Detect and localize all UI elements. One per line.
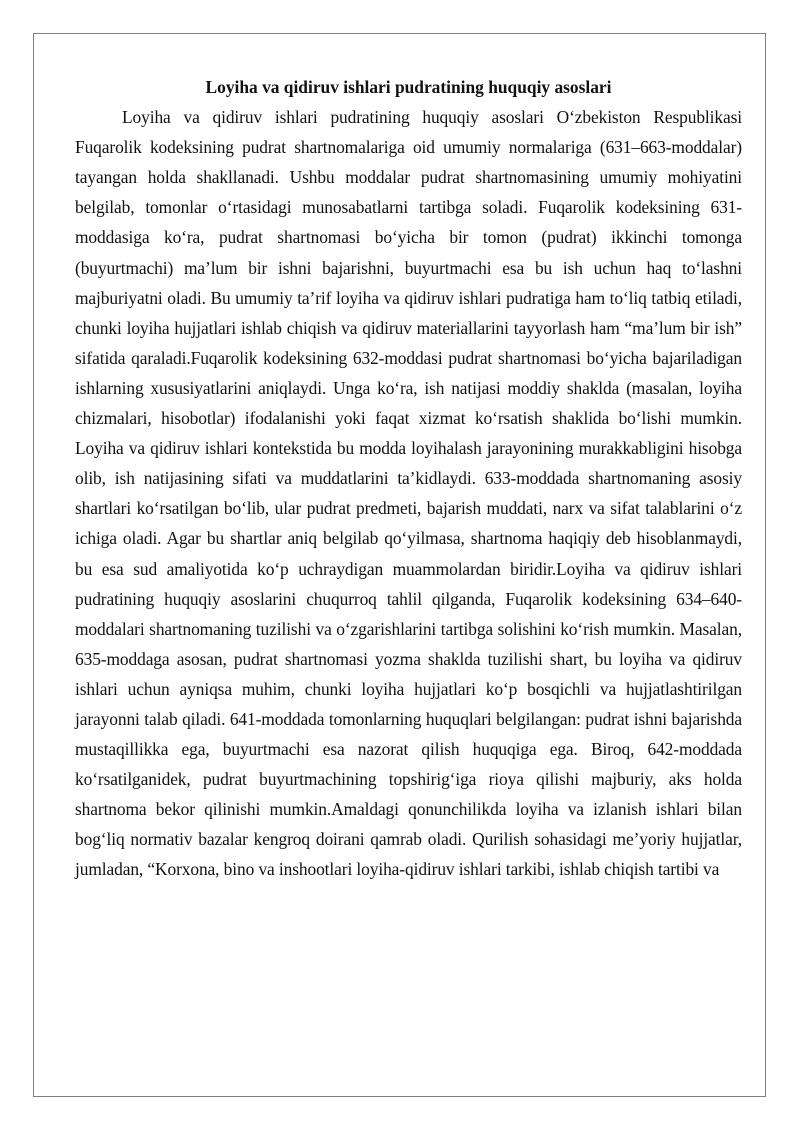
document-content bbox=[75, 72, 742, 885]
document-title: Loyiha va qidiruv ishlari pudratining huquqiy asoslari bbox=[205, 77, 612, 97]
document-body-paragraph: Loyiha va qidiruv ishlari pudratining huquqiy asoslari O‘zbekiston Respublikasi Fuqarolik kodeksining pudrat shartnomalariga oid umumiy normalariga (631–663-moddalar) tayangan holda shakllanadi. Ushbu moddalar pudrat shartnomasining umumiy mohiyatini belgilab, tomonlar o‘rtasidagi munosabatlarni tartibga soladi. Fuqarolik kodeksining 631-moddasiga ko‘ra, pudrat shartnomasi bo‘yicha bir tomon (pudrat) ikkinchi tomonga (buyurtmachi) ma’lum bir ishni bajarishni, buyurtmachi esa bu ish uchun haq to‘lashni majburiyatni oladi. Bu umumiy ta’rif loyiha va qidiruv ishlari pudratiga ham to‘liq tatbiq etiladi, chunki loyiha hujjatlari ishlab chiqish va qidiruv materiallarini tayyorlash ham “ma’lum bir ish” sifatida qaraladi.Fuqarolik kodeksining 632-moddasi pudrat shartnomasi bo‘yicha bajariladigan ishlarning xususiyatlarini aniqlaydi. Unga ko‘ra, ish natijasi moddiy shaklda (masalan, loyiha chizmalari, hisobotlar) ifodalanishi yoki faqat xizmat ko‘rsatish shaklida bo‘lishi mumkin. Loyiha va qidiruv ishlari kontekstida bu modda loyihalash jarayonining murakkabligini hisobga olib, ish natijasining sifati va muddatlarini ta’kidlaydi. 633-moddada shartnomaning asosiy shartlari ko‘rsatilgan bo‘lib, ular pudrat predmeti, bajarish muddati, narx va sifat talablarini o‘z ichiga oladi. Agar bu shartlar aniq belgilab qo‘yilmasa, shartnoma haqiqiy deb hisoblanmaydi, bu esa sud amaliyotida ko‘p uchraydigan muammolardan biridir.Loyiha va qidiruv ishlari pudratining huquqiy asoslarini chuqurroq tahlil qilganda, Fuqarolik kodeksining 634–640-moddalari shartnomaning tuzilishi va o‘zgarishlarini tartibga solishini ko‘rish mumkin. Masalan, 635-moddaga asosan, pudrat shartnomasi yozma shaklda tuzilishi shart, bu loyiha va qidiruv ishlari uchun ayniqsa muhim, chunki loyiha hujjatlari ko‘p bosqichli va hujjatlashtirilgan jarayonni talab qiladi. 641-moddada tomonlarning huquqlari belgilangan: pudrat ishni bajarishda mustaqillikka ega, buyurtmachi esa nazorat qilish huquqiga ega. Biroq, 642-moddada ko‘rsatilganidek, pudrat buyurtmachining topshirig‘iga rioya qilishi majburiy, aks holda shartnoma bekor qilinishi mumkin.Amaldagi qonunchilikda loyiha va izlanish ishlari bilan bog‘liq normativ bazalar kengroq doirani qamrab oladi. Qurilish sohasidagi me’yoriy hujjatlar, jumladan, “Korxona, bino va inshootlari loyiha-qidiruv ishlari tarkibi, ishlab chiqish tartibi va bbox=[75, 107, 742, 880]
